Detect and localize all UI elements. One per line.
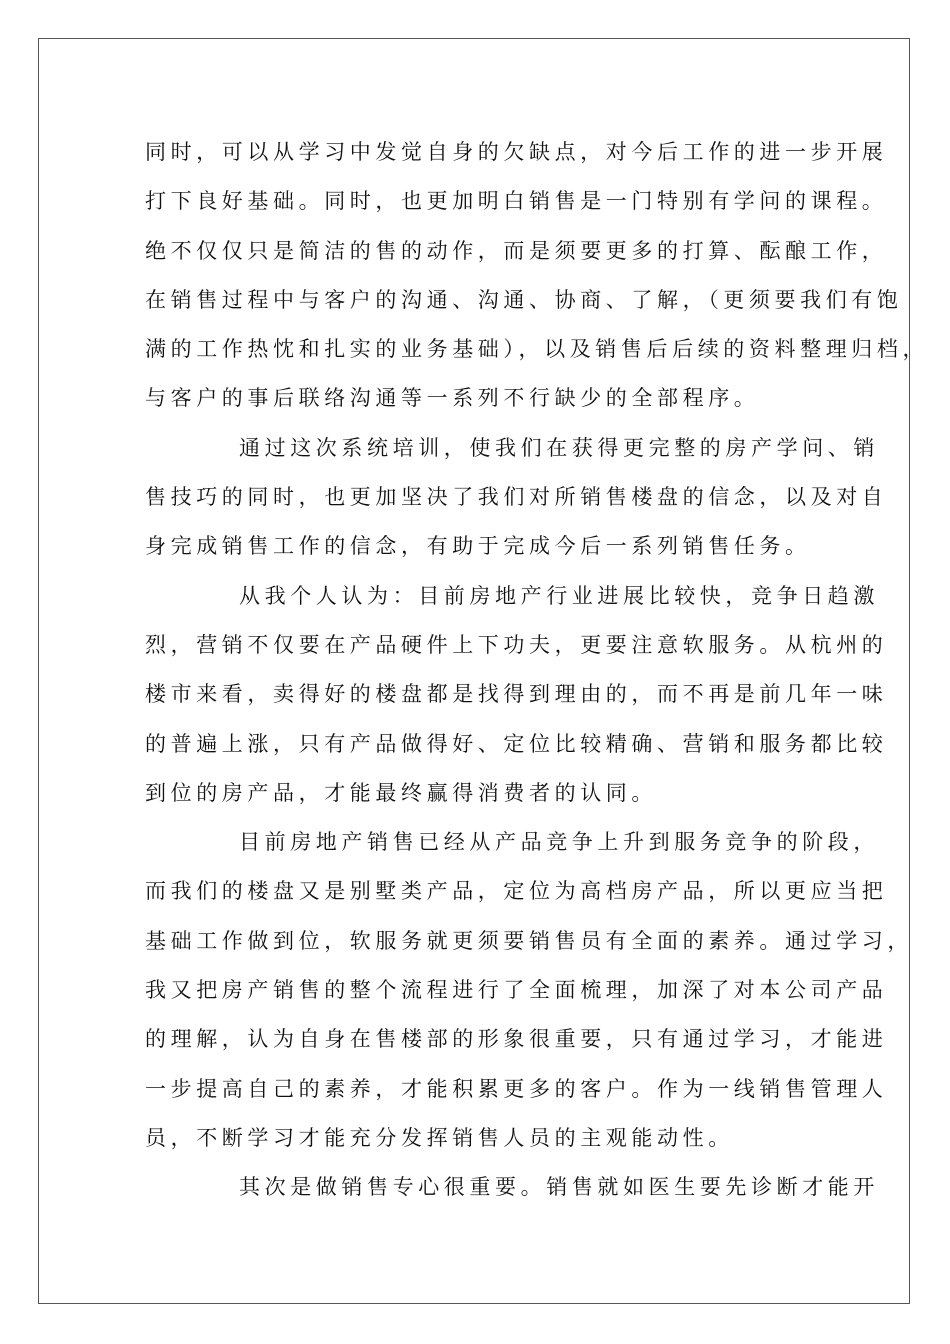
text-line: 满的工作热忱和扎实的业务基础），以及销售后后续的资料整理归档， bbox=[145, 337, 929, 362]
text-line: 的普遍上涨，只有产品做得好、定位比较精确、营销和服务都比较 bbox=[145, 731, 888, 756]
text-line: 到位的房产品，才能最终赢得消费者的认同。 bbox=[145, 780, 657, 805]
text-line: 而我们的楼盘又是别墅类产品，定位为高档房产品，所以更应当把 bbox=[145, 879, 888, 904]
paragraph-first-line: 其次是做销售专心很重要。销售就如医生要先诊断才能开 bbox=[239, 1175, 879, 1200]
text-line: 员，不断学习才能充分发挥销售人员的主观能动性。 bbox=[145, 1125, 734, 1150]
paragraph-first-line: 目前房地产销售已经从产品竞争上升到服务竞争的阶段， bbox=[239, 830, 879, 855]
text-line: 在销售过程中与客户的沟通、沟通、协商、了解，（更须要我们有饱 bbox=[145, 287, 903, 312]
text-line: 我又把房产销售的整个流程进行了全面梳理，加深了对本公司产品 bbox=[145, 978, 888, 1003]
text-line: 与客户的事后联络沟通等一系列不行缺少的全部程序。 bbox=[145, 386, 760, 411]
text-line: 绝不仅仅只是简洁的售的动作，而是须要更多的打算、酝酿工作， bbox=[145, 238, 888, 263]
text-line: 同时，可以从学习中发觉自身的欠缺点，对今后工作的进一步开展 bbox=[145, 140, 888, 164]
text-line: 打下良好基础。同时，也更加明白销售是一门特别有学问的课程。 bbox=[145, 189, 888, 214]
text-line: 烈，营销不仅要在产品硬件上下功夫，更要注意软服务。从杭州的 bbox=[145, 632, 888, 657]
text-line: 楼市来看，卖得好的楼盘都是找得到理由的，而不再是前几年一味 bbox=[145, 682, 888, 707]
text-line: 身完成销售工作的信念，有助于完成今后一系列销售任务。 bbox=[145, 534, 811, 559]
text-line: 一步提高自己的素养，才能积累更多的客户。作为一线销售管理人 bbox=[145, 1076, 888, 1101]
paragraph-first-line: 从我个人认为：目前房地产行业进展比较快，竞争日趋激 bbox=[239, 583, 879, 608]
text-line: 售技巧的同时，也更加坚决了我们对所销售楼盘的信念，以及对自 bbox=[145, 485, 888, 510]
document-body bbox=[145, 132, 929, 1217]
paragraph-first-line: 通过这次系统培训，使我们在获得更完整的房产学问、销 bbox=[239, 435, 879, 460]
text-line: 基础工作做到位，软服务就更须要销售员有全面的素养。通过学习， bbox=[145, 928, 913, 953]
text-line: 的理解，认为自身在售楼部的形象很重要，只有通过学习，才能进 bbox=[145, 1027, 888, 1052]
